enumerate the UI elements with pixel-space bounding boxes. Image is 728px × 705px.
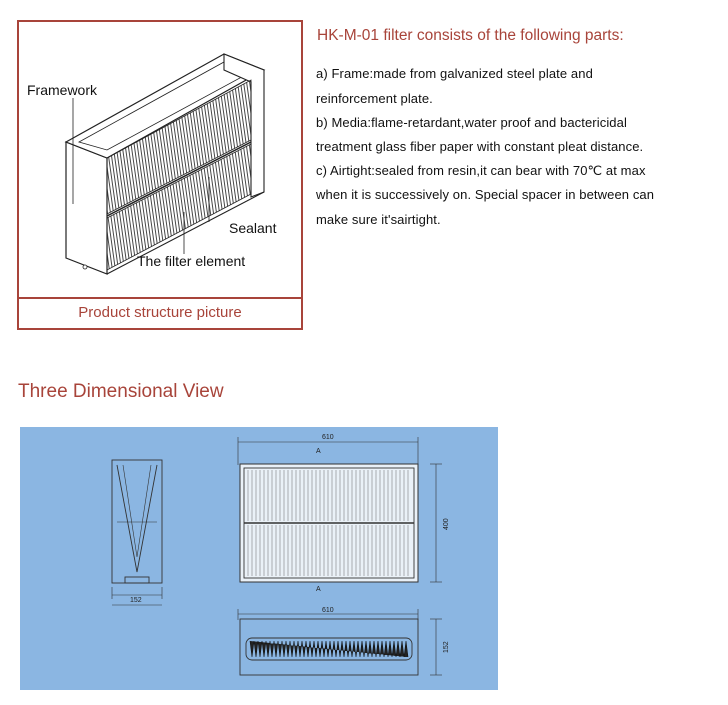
parts-line-7: make sure it'sairtight. bbox=[316, 212, 441, 227]
side-width-dim: 152 bbox=[130, 597, 142, 604]
front-width-dim: 610 bbox=[322, 434, 334, 441]
parts-line-1: a) Frame:made from galvanized steel plate and bbox=[316, 66, 593, 81]
side-view bbox=[112, 460, 162, 605]
parts-line-4: treatment glass fiber paper with constant pleat distance. bbox=[316, 139, 644, 154]
label-sealant: Sealant bbox=[229, 220, 277, 236]
section-a1-top: A bbox=[316, 448, 321, 455]
parts-heading: HK-M-01 filter consists of the following parts: bbox=[317, 27, 624, 44]
top-view bbox=[238, 609, 442, 675]
section-a1-bottom: A bbox=[316, 586, 321, 593]
caption-divider bbox=[19, 297, 301, 299]
technical-drawing-svg bbox=[20, 427, 498, 690]
label-filter-element: The filter element bbox=[137, 253, 246, 269]
front-height-dim: 400 bbox=[443, 518, 450, 530]
parts-line-3: b) Media:flame-retardant,water proof and bactericidal bbox=[316, 115, 627, 130]
parts-line-5: c) Airtight:sealed from resin,it can bear with 70℃ at max bbox=[316, 163, 646, 178]
top-width-dim: 610 bbox=[322, 607, 334, 614]
technical-drawing bbox=[20, 427, 498, 690]
parts-line-6: when it is successively on. Special spacer in between can bbox=[316, 187, 655, 202]
parts-line-2: reinforcement plate. bbox=[316, 91, 433, 106]
top-depth-dim: 152 bbox=[443, 641, 450, 653]
label-framework: Framework bbox=[27, 82, 98, 98]
three-dimensional-view-title: Three Dimensional View bbox=[18, 381, 224, 402]
structure-caption: Product structure picture bbox=[78, 304, 242, 321]
product-structure-panel bbox=[17, 20, 303, 330]
